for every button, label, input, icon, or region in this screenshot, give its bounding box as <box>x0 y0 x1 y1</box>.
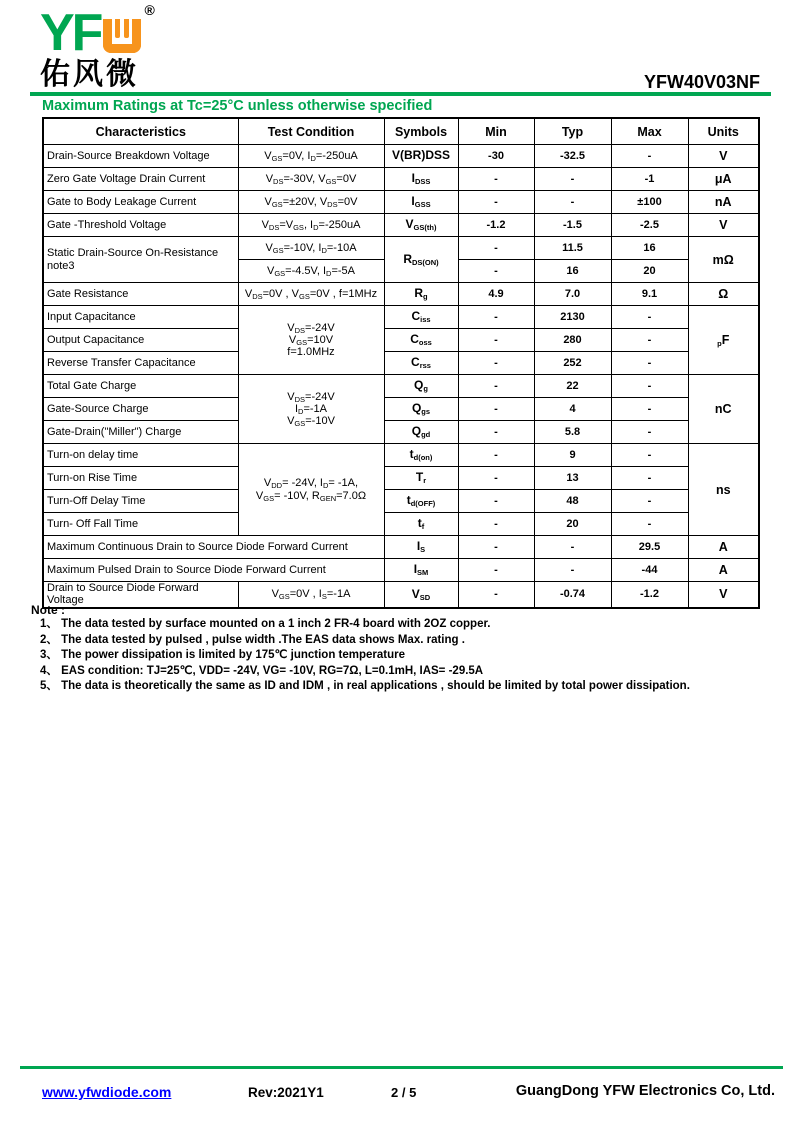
table-cell: Turn-on Rise Time <box>43 467 238 490</box>
table-cell: μA <box>688 168 759 191</box>
table-cell: Output Capacitance <box>43 329 238 352</box>
table-cell: $Q_g$ <box>384 375 458 398</box>
table-cell: Ω <box>688 283 759 306</box>
table-row <box>43 513 759 536</box>
table-cell: $V_{DS}=V_{GS}$, $I_D=-250uA$ <box>238 214 384 237</box>
table-row <box>43 145 759 168</box>
table-cell: ns <box>688 444 759 536</box>
table-cell: $C_{iss}$ <box>384 306 458 329</box>
table-cell: -2.5 <box>611 214 688 237</box>
table-cell: - <box>611 398 688 421</box>
table-cell: 29.5 <box>611 536 688 559</box>
table-cell: Maximum Pulsed Drain to Source Diode Forward Current <box>43 559 384 582</box>
footer-divider <box>20 1066 783 1069</box>
table-cell: $R_g$ <box>384 283 458 306</box>
table-cell: $V_{DS}=-24V$ $I_D=-1A$ $V_{GS}=-10V$ <box>238 375 384 444</box>
table-cell: Drain to Source Diode Forward Voltage <box>43 582 238 608</box>
revision-label: Rev:2021Y1 <box>248 1085 324 1100</box>
table-cell: 4.9 <box>458 283 534 306</box>
table-cell: ±100 <box>611 191 688 214</box>
table-cell: Gate -Threshold Voltage <box>43 214 238 237</box>
table-cell: - <box>458 260 534 283</box>
table-cell: - <box>458 467 534 490</box>
table-cell: - <box>458 513 534 536</box>
table-cell: $V_{DS}=0V$ , $V_{GS}=0V$ , f=1MHz <box>238 283 384 306</box>
table-cell: - <box>611 145 688 168</box>
table-cell: - <box>534 559 611 582</box>
table-cell: - <box>458 306 534 329</box>
table-row <box>43 352 759 375</box>
table-cell: 11.5 <box>534 237 611 260</box>
column-header: Units <box>688 118 759 145</box>
table-cell: $V_{GS}=0V$, $I_D=-250uA$ <box>238 145 384 168</box>
table-cell: -1.2 <box>611 582 688 608</box>
table-cell: - <box>458 191 534 214</box>
table-cell: - <box>458 582 534 608</box>
table-cell: -30 <box>458 145 534 168</box>
table-row <box>43 536 759 559</box>
table-cell: Gate-Drain("Miller") Charge <box>43 421 238 444</box>
table-cell: Total Gate Charge <box>43 375 238 398</box>
registered-mark-icon: ® <box>144 2 155 18</box>
table-cell: -32.5 <box>534 145 611 168</box>
table-cell: $C_{rss}$ <box>384 352 458 375</box>
ratings-table <box>42 117 760 609</box>
header-row <box>43 118 759 145</box>
table-cell: 22 <box>534 375 611 398</box>
logo-w-bar <box>115 19 120 38</box>
table-cell: 2130 <box>534 306 611 329</box>
table-cell: - <box>458 329 534 352</box>
table-cell: - <box>458 536 534 559</box>
table-cell: $V_{GS(th)}$ <box>384 214 458 237</box>
table-cell: - <box>458 421 534 444</box>
table-cell: 5.8 <box>534 421 611 444</box>
table-cell: 4 <box>534 398 611 421</box>
table-row <box>43 467 759 490</box>
table-cell: - <box>611 375 688 398</box>
note-item: 1、 The data tested by surface mounted on a 1 inch 2 FR-4 board with 2OZ copper. <box>40 618 491 630</box>
table-cell: - <box>611 444 688 467</box>
table-cell: V <box>688 214 759 237</box>
table-row <box>43 490 759 513</box>
logo-w-bar <box>124 19 129 38</box>
logo-w-outline <box>103 19 141 53</box>
column-header: Characteristics <box>43 118 238 145</box>
table-cell: - <box>534 191 611 214</box>
table-cell: A <box>688 559 759 582</box>
table-cell: Turn- Off Fall Time <box>43 513 238 536</box>
table-cell: - <box>458 352 534 375</box>
table-cell: nC <box>688 375 759 444</box>
table-cell: $Q_{gs}$ <box>384 398 458 421</box>
table-cell: - <box>458 168 534 191</box>
table-cell: 9 <box>534 444 611 467</box>
table-cell: $I_{SM}$ <box>384 559 458 582</box>
table-cell: $V_{GS}=-10V$, $I_D=-10A$ <box>238 237 384 260</box>
section-title: Maximum Ratings at Tc=25°C unless otherwise specified <box>42 98 433 114</box>
yfw-logo <box>40 2 155 91</box>
table-cell: $V_{DS}=-24V$ $V_{GS}=10V$ f=1.0MHz <box>238 306 384 375</box>
table-cell: V <box>688 145 759 168</box>
logo-w-glyph <box>103 19 141 53</box>
table-cell: 20 <box>611 260 688 283</box>
part-number: YFW40V03NF <box>643 72 760 92</box>
table-cell: -1.2 <box>458 214 534 237</box>
table-cell: -1 <box>611 168 688 191</box>
table-cell: -44 <box>611 559 688 582</box>
column-header: Max <box>611 118 688 145</box>
table-cell: -0.74 <box>534 582 611 608</box>
note-item: 4、 EAS condition: TJ=25℃, VDD= -24V, VG= -10V, RG=7Ω, L=0.1mH, IAS= -29.5A <box>40 664 484 677</box>
table-cell: 280 <box>534 329 611 352</box>
table-cell: - <box>458 444 534 467</box>
table-cell: Turn-on delay time <box>43 444 238 467</box>
table-cell: $V_{GS}=-4.5V$, $I_D=-5A$ <box>238 260 384 283</box>
table-cell: $V_{DD}= -24V$, $I_D= -1A$, $V_{GS}= -10V$, $R_{GEN}=7.0\Omega$ <box>238 444 384 536</box>
table-cell: 252 <box>534 352 611 375</box>
column-header: Min <box>458 118 534 145</box>
table-head <box>43 118 759 145</box>
table-cell: $_p$F <box>688 306 759 375</box>
table-body <box>43 145 759 608</box>
table-row <box>43 421 759 444</box>
table-cell: Static Drain-Source On-Resistance note3 <box>43 237 238 283</box>
table-cell: $Q_{gd}$ <box>384 421 458 444</box>
notes-list <box>31 617 776 695</box>
table-cell: - <box>458 490 534 513</box>
table-row <box>43 375 759 398</box>
table-cell: Gate Resistance <box>43 283 238 306</box>
table-cell: $T_r$ <box>384 467 458 490</box>
table-cell: $V_{GS}=\pm 20V$, $V_{DS}=0V$ <box>238 191 384 214</box>
header-divider <box>30 92 771 96</box>
table-cell: - <box>458 559 534 582</box>
note-item: 5、 The data is theoretically the same as ID and IDM , in real applications , should be limited by total power dissipation. <box>40 680 690 692</box>
table-cell: - <box>534 168 611 191</box>
table-cell: - <box>611 513 688 536</box>
table-cell: - <box>611 490 688 513</box>
table-cell: $V_{GS}=0V$ , $I_S=-1A$ <box>238 582 384 608</box>
table-row <box>43 214 759 237</box>
table-cell: - <box>458 375 534 398</box>
logo-row <box>40 2 155 63</box>
table-cell: $R_{DS(ON)}$ <box>384 237 458 283</box>
company-name: GuangDong YFW Electronics Co, Ltd. <box>515 1083 775 1099</box>
table-cell: Reverse Transfer Capacitance <box>43 352 238 375</box>
table-cell: $t_{d(on)}$ <box>384 444 458 467</box>
table-cell: - <box>458 237 534 260</box>
table-cell: nA <box>688 191 759 214</box>
table-cell: $I_{DSS}$ <box>384 168 458 191</box>
table-cell: Input Capacitance <box>43 306 238 329</box>
table-cell: 20 <box>534 513 611 536</box>
table-cell: - <box>458 398 534 421</box>
table-row <box>43 444 759 467</box>
table-row <box>43 329 759 352</box>
table-cell: 7.0 <box>534 283 611 306</box>
table-row <box>43 559 759 582</box>
table-cell: $I_{GSS}$ <box>384 191 458 214</box>
table-cell: 13 <box>534 467 611 490</box>
table-cell: $V_{SD}$ <box>384 582 458 608</box>
note-item: 2、 The data tested by pulsed , pulse width .The EAS data shows Max. rating . <box>40 633 465 646</box>
table-cell: Turn-Off Delay Time <box>43 490 238 513</box>
table-cell: 16 <box>534 260 611 283</box>
table-cell: $t_f$ <box>384 513 458 536</box>
table-cell: -1.5 <box>534 214 611 237</box>
table-cell: - <box>611 329 688 352</box>
table-row <box>43 283 759 306</box>
note-item: 3、 The power dissipation is limited by 175℃ junction temperature <box>40 649 406 661</box>
table-cell: $I_S$ <box>384 536 458 559</box>
table-row <box>43 398 759 421</box>
website-link[interactable]: www.yfwdiode.com <box>42 1084 172 1100</box>
column-header: Typ <box>534 118 611 145</box>
table-cell: mΩ <box>688 237 759 283</box>
table-cell: $t_{d(OFF)}$ <box>384 490 458 513</box>
table-row <box>43 306 759 329</box>
notes-title: Note : <box>31 603 65 617</box>
table-cell: - <box>611 352 688 375</box>
table-cell: 48 <box>534 490 611 513</box>
table-cell: Zero Gate Voltage Drain Current <box>43 168 238 191</box>
table-row <box>43 168 759 191</box>
table-cell: Maximum Continuous Drain to Source Diode Forward Current <box>43 536 384 559</box>
table-cell: - <box>611 306 688 329</box>
table-row <box>43 237 759 260</box>
table-cell: - <box>611 421 688 444</box>
table-cell: - <box>534 536 611 559</box>
table-cell: Gate-Source Charge <box>43 398 238 421</box>
logo-chinese-name: 佑风微 <box>40 58 139 91</box>
notes-section <box>31 603 776 695</box>
logo-text: YF <box>40 4 101 63</box>
table-cell: $V_{DS}=-30V$, $V_{GS}=0V$ <box>238 168 384 191</box>
table-cell: V <box>688 582 759 608</box>
table-cell: - <box>611 467 688 490</box>
page-number: 2 / 5 <box>391 1085 417 1100</box>
table-cell: Gate to Body Leakage Current <box>43 191 238 214</box>
table-cell: A <box>688 536 759 559</box>
table-cell: 16 <box>611 237 688 260</box>
table-row <box>43 191 759 214</box>
column-header: Test Condition <box>238 118 384 145</box>
table-cell: V(BR)DSS <box>384 145 458 168</box>
table-cell: Drain-Source Breakdown Voltage <box>43 145 238 168</box>
table-cell: 9.1 <box>611 283 688 306</box>
table-cell: $C_{oss}$ <box>384 329 458 352</box>
column-header: Symbols <box>384 118 458 145</box>
